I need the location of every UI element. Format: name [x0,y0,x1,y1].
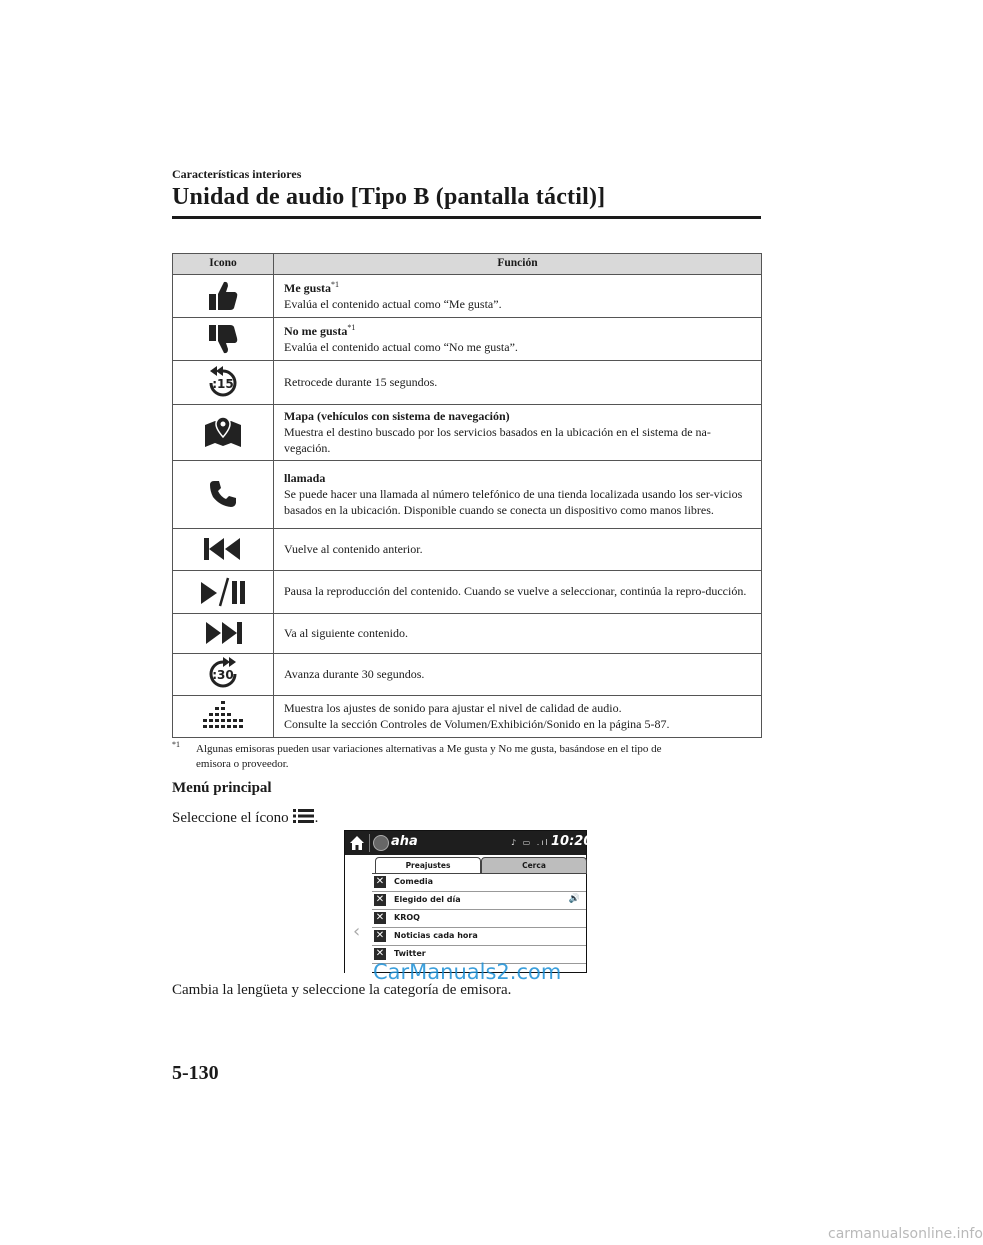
forward-30-label: :30 [212,668,234,683]
app-name: aha [391,834,418,849]
function-cell [274,405,762,461]
table-row [173,613,762,653]
screen-top-bar [345,831,593,855]
table-row [173,405,762,461]
table-row [173,318,762,361]
close-icon: ✕ [375,930,385,941]
function-table [172,253,762,738]
function-cell [274,695,762,737]
row-description: Retrocede durante 15 segundos. [284,375,438,390]
table-row [173,361,762,405]
list-item[interactable] [372,874,586,892]
row-description: Avanza durante 30 segundos. [284,666,425,681]
function-cell [274,318,762,361]
list-item[interactable] [372,892,586,910]
tab-preajustes[interactable]: Preajustes [375,857,481,874]
footnote: $^{*1}$ Algunas emisoras pueden usar variaciones alternativas a Me gusta y No me gusta, basándose en el tipo de emisora o proveedor. [172,742,762,773]
footnote-ref: *1 [331,279,339,289]
footnote-ref: *1 [347,322,356,332]
table-row [173,653,762,695]
rewind-15-label: :15 [212,376,234,391]
list-item-label: Noticias cada hora [394,931,478,940]
instruction-after: . [314,810,319,826]
column-header-function: Función [274,254,762,275]
function-cell [274,275,762,318]
list-item-label: Twitter [394,949,426,958]
row-description: Evalúa el contenido actual como “Me gusta”. [284,297,502,311]
rewind-15-icon [173,361,274,405]
close-icon: ✕ [375,912,385,923]
list-item[interactable] [372,910,586,928]
table-row [173,528,762,570]
aha-app-icon [373,835,389,851]
close-icon: ✕ [375,948,385,959]
forward-30-icon [173,653,274,695]
row-title: Mapa (vehículos con sistema de navegación) [284,409,510,423]
list-item-label: Elegido del día [394,895,461,904]
function-cell [274,613,762,653]
page-title: Unidad de audio [Tipo B (pantalla táctil)] [172,184,606,210]
function-cell [274,460,762,528]
instruction-text [172,808,318,829]
section-label: Características interiores [172,167,302,181]
row-description: Muestra el destino buscado por los servicios basados en la ubicación en el sistema de na-vegación. [284,425,711,456]
table-row [173,570,762,613]
function-cell [274,361,762,405]
function-cell [274,528,762,570]
aha-screen-illustration [344,830,593,973]
row-title: No me gusta [284,323,348,338]
function-cell [274,570,762,613]
previous-track-icon [173,528,274,570]
row-description: Vuelve al contenido anterior. [284,541,423,556]
table-row [173,460,762,528]
table-row [173,695,762,737]
row-reference: Consulte la sección Controles de Volumen/Exhibición/Sonido en la página 5-87. [284,717,670,732]
thumbs-up-icon [173,275,274,318]
column-header-icon: Icono [173,254,274,275]
section-heading: Menú principal [172,780,272,796]
footnote-continuation: emisora o proveedor. [196,758,289,771]
row-title: Me gusta [284,280,331,295]
page-number: 5-130 [172,1062,219,1084]
instruction-before: Seleccione el ícono [172,810,289,826]
row-description: Evalúa el contenido actual como “No me gusta”. [284,340,518,354]
chevron-left-icon[interactable]: ‹ [353,921,361,942]
site-watermark: carmanualsonline.info [828,1226,983,1242]
footnote-text: Algunas emisoras pueden usar variaciones alternativas a Me gusta y No me gusta, basándose en el tipo de [196,743,662,755]
home-icon[interactable] [347,833,367,853]
table-row [173,275,762,318]
tab-cerca[interactable]: Cerca [481,857,587,874]
body-text: Cambia la lengüeta y seleccione la categoría de emisora. [172,982,512,998]
next-track-icon [173,613,274,653]
row-title: llamada [284,470,326,485]
list-icon [293,808,315,829]
phone-icon [173,460,274,528]
row-description: Va al siguiente contenido. [284,625,408,640]
row-description: Se puede hacer una llamada al número telefónico de una tienda localizada usando los ser-vicios basados en la ubicación. Disponible cuando se conecta un dispositivo como manos libres. [284,486,743,518]
list-item-label: KROQ [394,913,420,922]
map-icon [173,405,274,461]
thumbs-down-icon [173,318,274,361]
list-item[interactable] [372,928,586,946]
row-description: Pausa la reproducción del contenido. Cuando se vuelve a seleccionar, continúa la repro-ducción. [284,584,747,599]
title-divider [172,216,761,219]
status-icons: ♪ ▭ .ıl [511,838,550,847]
screen-left-panel [345,855,372,973]
function-cell [274,653,762,695]
divider [369,834,370,852]
clock: 10:20 [551,834,593,849]
equalizer-icon [173,695,274,737]
station-list [372,873,586,964]
close-icon: ✕ [375,876,385,887]
play-pause-icon [173,570,274,613]
row-description: Muestra los ajustes de sonido para ajustar el nivel de calidad de audio. [284,700,622,715]
list-item-label: Comedia [394,877,433,886]
close-icon: ✕ [375,894,385,905]
watermark: CarManuals2.com [373,960,562,984]
speaker-icon: 🔊 [568,894,580,904]
